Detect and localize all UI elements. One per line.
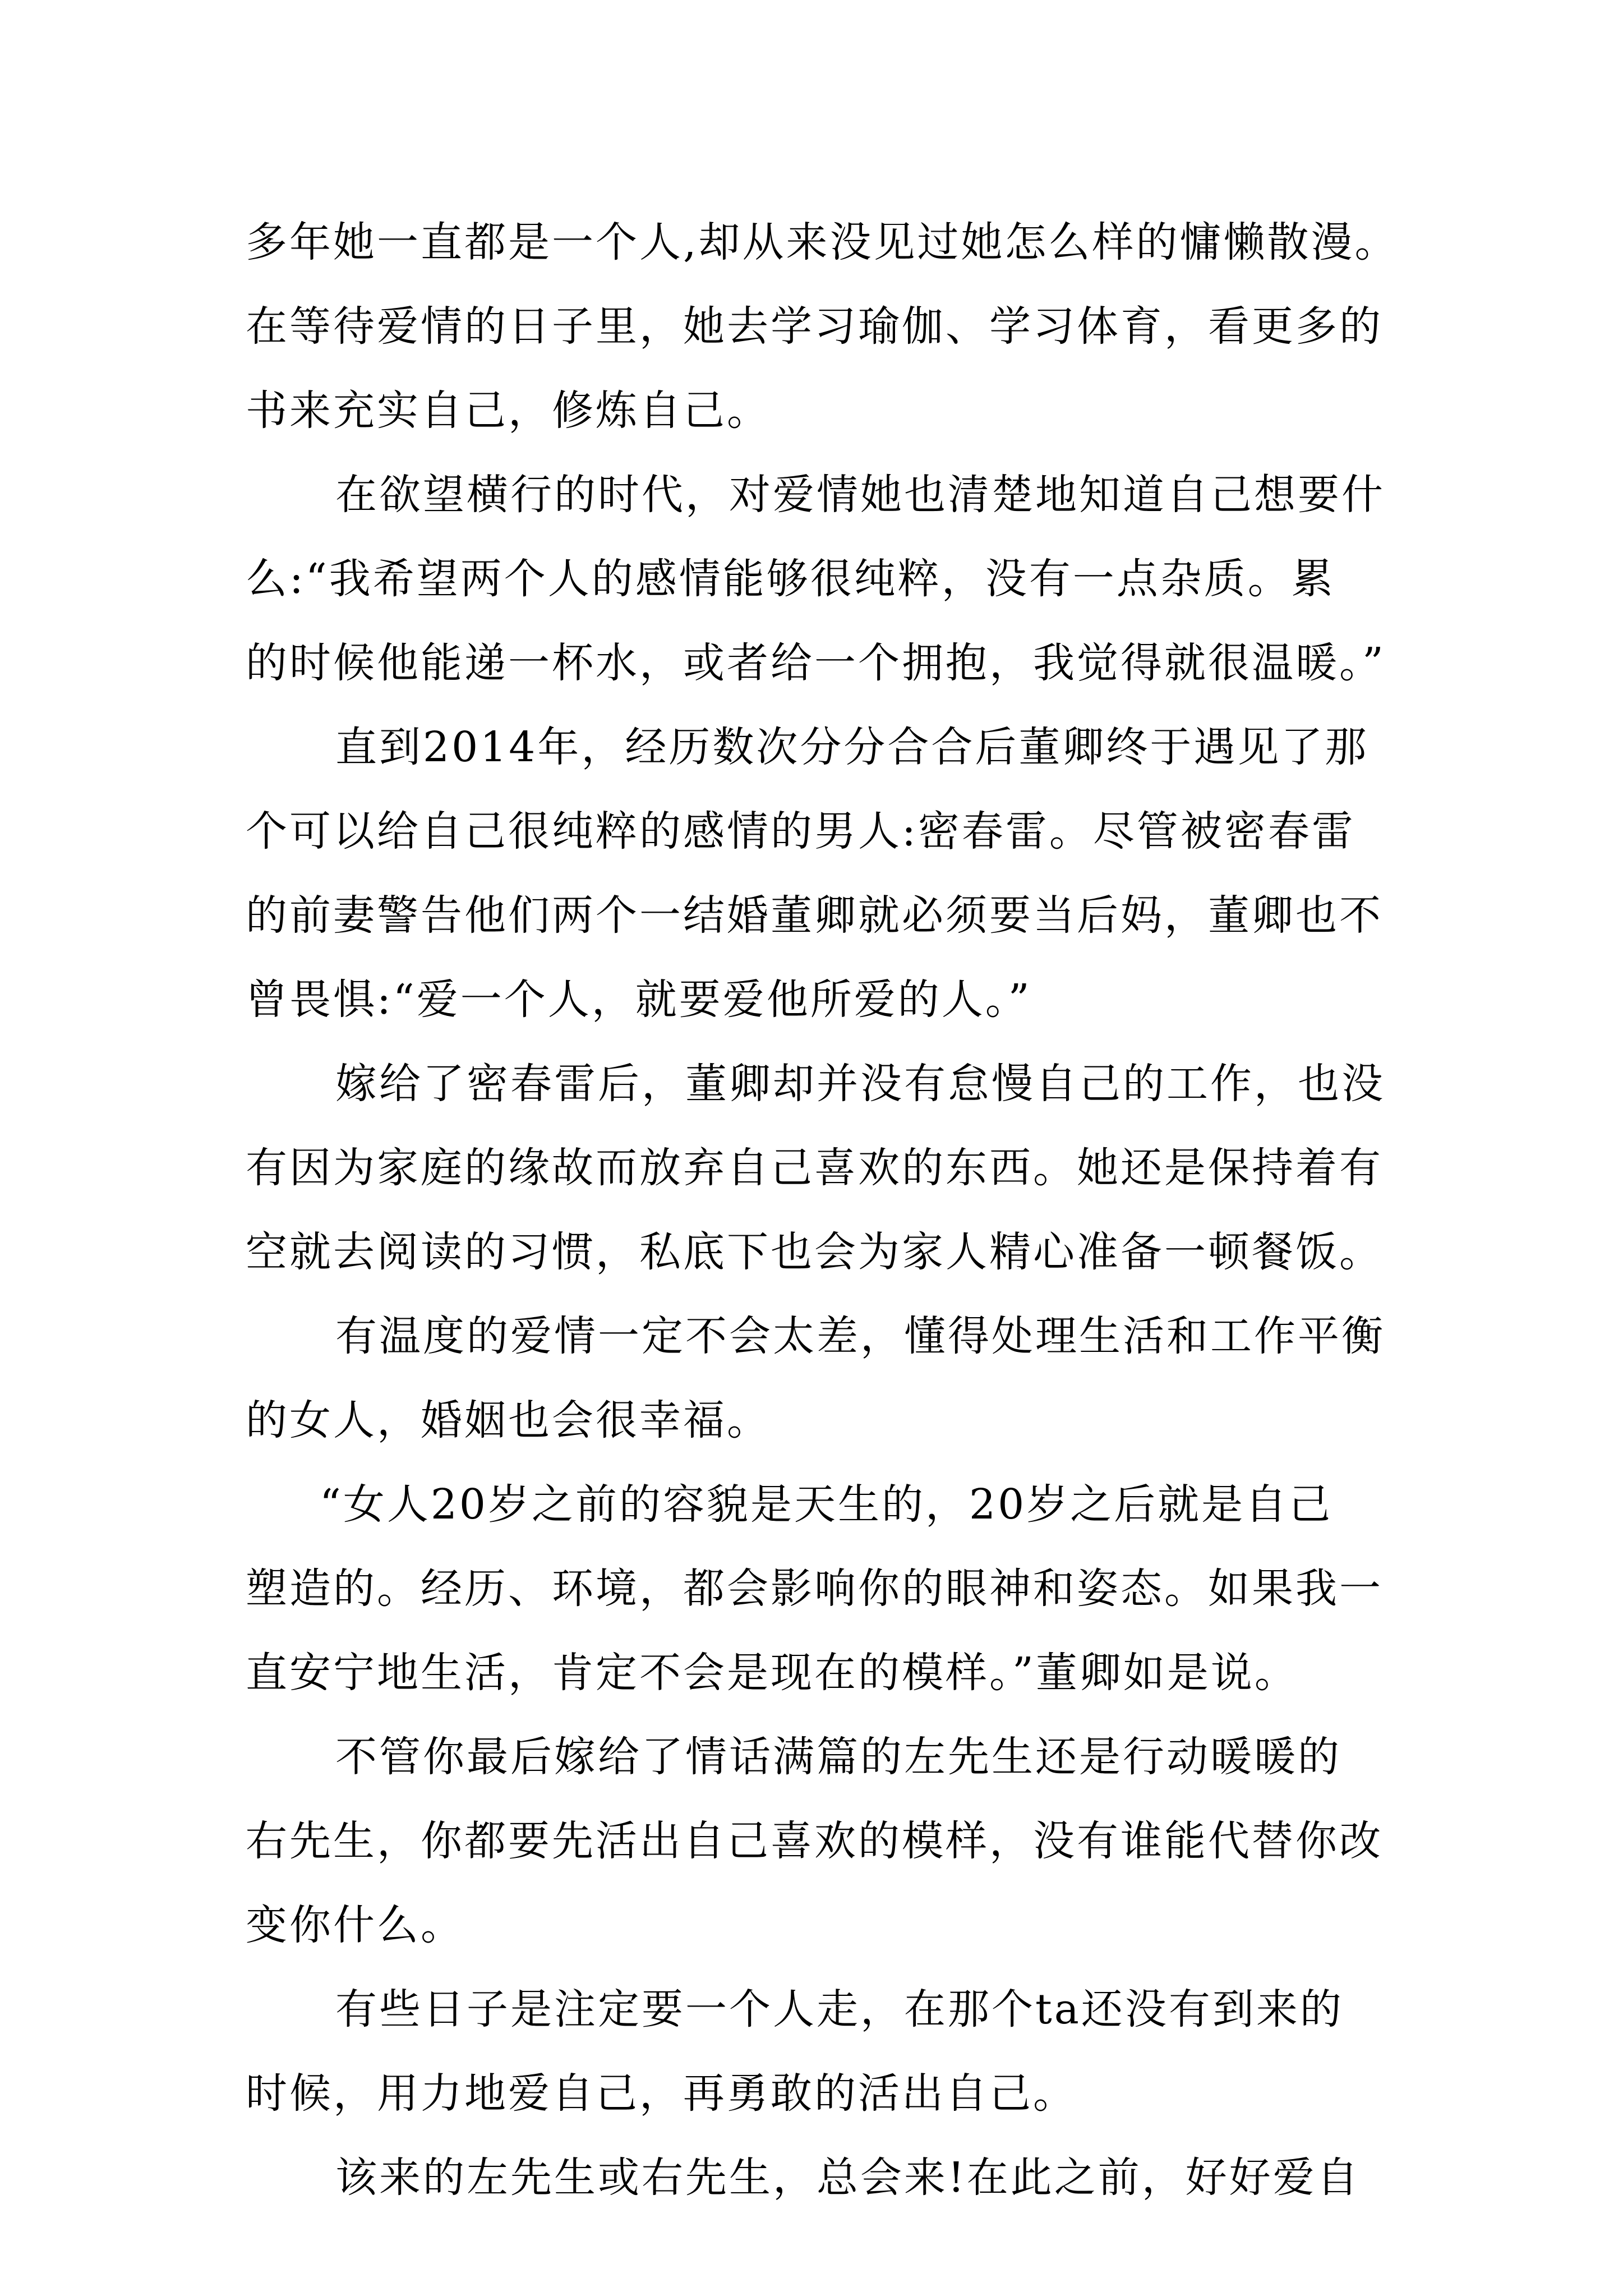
text-line: 的女人，婚姻也会很幸福。 [246, 1396, 771, 1444]
paragraph-first-line: 有些日子是注定要一个人走，在那个ta还没有到来的 [335, 1985, 1344, 2033]
paragraph-first-line: 直到2014年，经历数次分分合合后董卿终于遇见了那 [335, 723, 1369, 771]
paragraph-first-line: 嫁给了密春雷后，董卿却并没有怠慢自己的工作，也没 [335, 1060, 1385, 1108]
paragraph-first-line: 该来的左先生或右先生，总会来!在此之前，好好爱自 [335, 2154, 1361, 2202]
text-line: 个可以给自己很纯粹的感情的男人:密春雷。尽管被密春雷 [246, 807, 1355, 855]
paragraph-first-line: 有温度的爱情一定不会太差，懂得处理生活和工作平衡 [335, 1312, 1385, 1360]
text-line: 变你什么。 [246, 1901, 464, 1949]
text-line: 多年她一直都是一个人,却从来没见过她怎么样的慵懒散漫。 [246, 218, 1399, 266]
paragraph-first-line: 在欲望横行的时代，对爱情她也清楚地知道自己想要什 [335, 471, 1385, 519]
paragraph-first-line: “女人20岁之前的容貌是天生的，20岁之后就是自己 [320, 1480, 1333, 1529]
text-line: 在等待爱情的日子里，她去学习瑜伽、学习体育，看更多的 [246, 302, 1383, 351]
paragraph-first-line: 不管你最后嫁给了情话满篇的左先生还是行动暖暖的 [335, 1733, 1341, 1781]
text-line: 直安宁地生活，肯定不会是现在的模样。”董卿如是说。 [246, 1649, 1298, 1697]
text-line: 的前妻警告他们两个一结婚董卿就必须要当后妈，董卿也不 [246, 891, 1383, 940]
text-line: 书来充实自己，修炼自己。 [246, 386, 771, 435]
text-line: 时候，用力地爱自己，再勇敢的活出自己。 [246, 2069, 1077, 2118]
text-line: 塑造的。经历、环境，都会影响你的眼神和姿态。如果我一 [246, 1565, 1383, 1613]
text-line: 有因为家庭的缘故而放弃自己喜欢的东西。她还是保持着有 [246, 1144, 1383, 1192]
text-line: 曾畏惧:“爱一个人，就要爱他所爱的人。” [246, 976, 1032, 1024]
text-line: 空就去阅读的习惯，私底下也会为家人精心准备一顿餐饭。 [246, 1228, 1383, 1276]
text-line: 么:“我希望两个人的感情能够很纯粹，没有一点杂质。累 [246, 555, 1335, 603]
text-line: 右先生，你都要先活出自己喜欢的模样，没有谁能代替你改 [246, 1817, 1383, 1865]
text-line: 的时候他能递一杯水，或者给一个拥抱，我觉得就很温暖。” [246, 639, 1386, 687]
